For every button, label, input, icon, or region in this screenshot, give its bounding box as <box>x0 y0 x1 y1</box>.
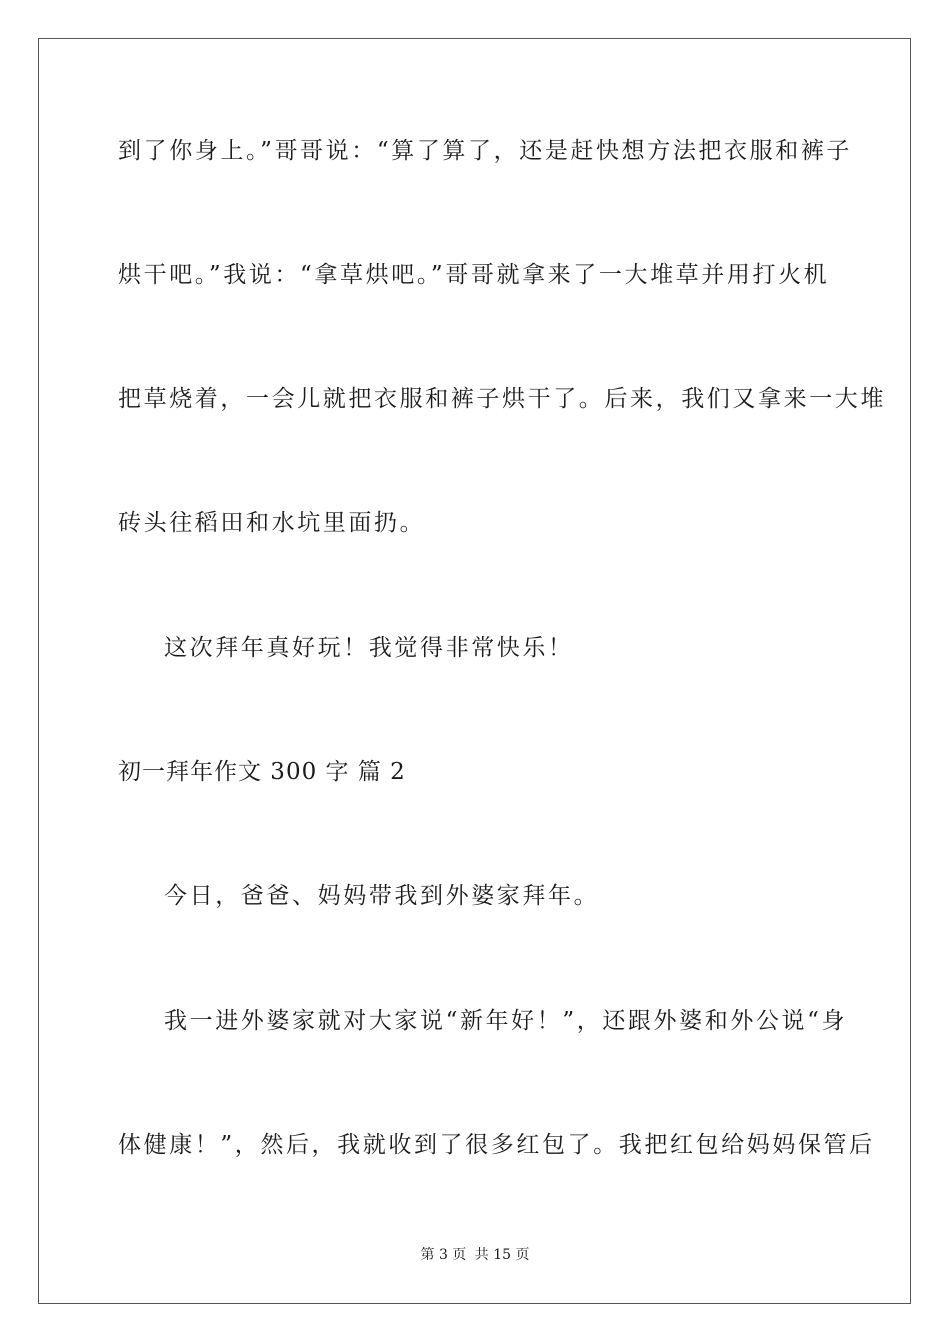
paragraph-line-5: 这次拜年真好玩！我觉得非常快乐！ <box>164 635 574 661</box>
page-footer <box>0 1246 950 1264</box>
paragraph-line-3: 把草烧着，一会儿就把衣服和裤子烘干了。后来，我们又拿来一大堆 <box>118 386 886 412</box>
paragraph-line-4: 砖头往稻田和水坑里面扔。 <box>118 510 426 536</box>
page-number: 第 3 页 <box>420 1247 467 1263</box>
paragraph-line-1: 到了你身上。”哥哥说：“算了算了，还是赶快想方法把衣服和裤子 <box>118 138 853 164</box>
paragraph-line-8: 体健康！”，然后，我就收到了很多红包了。我把红包给妈妈保管后 <box>118 1132 875 1158</box>
paragraph-line-2: 烘干吧。”我说：“拿草烘吧。”哥哥就拿来了一大堆草并用打火机 <box>118 262 830 288</box>
page-border <box>38 38 911 1304</box>
paragraph-line-7: 我一进外婆家就对大家说“新年好！”，还跟外婆和外公说“身 <box>164 1008 848 1034</box>
paragraph-line-6: 今日，爸爸、妈妈带我到外婆家拜年。 <box>164 883 600 909</box>
section-heading: 初一拜年作文 300 字 篇 2 <box>118 759 406 785</box>
page-total: 共 15 页 <box>474 1247 530 1263</box>
